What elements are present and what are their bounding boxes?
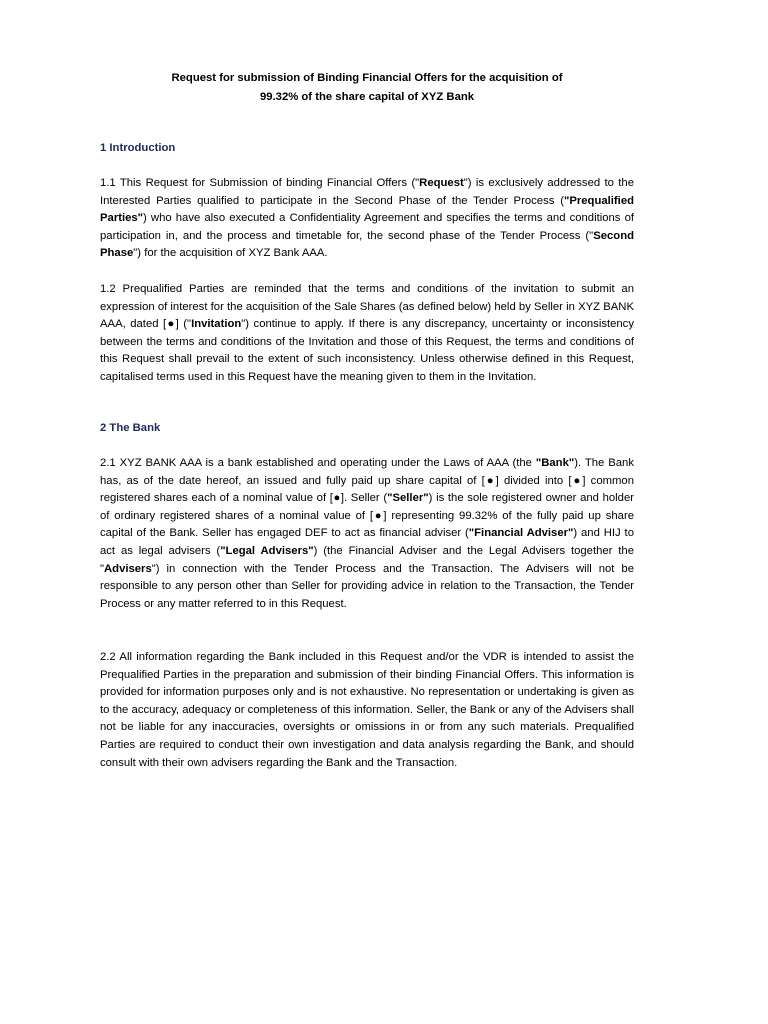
paragraph-2-2: 2.2 All information regarding the Bank included in this Request and/or the VDR is intended to assist the Prequalified Parties in the preparation and submission of their binding Financial Offers. This information is provided for information purposes only and is not exhaustive. No representation or undertaking is given as to the accuracy, adequacy or completeness of this information. Seller, the Bank or any of the Advisers shall not be liable for any inaccuracies, oversights or omissions in or from any such materials. Prequalified Parties are required to conduct their own investigation and data analysis regarding the Bank, and should consult with their own advisers regarding the Bank and the Transaction. bbox=[100, 651, 634, 769]
title-line-1: Request for submission of Binding Financial Offers for the acquisition of bbox=[171, 72, 563, 84]
document-title bbox=[100, 69, 634, 107]
section-heading-introduction: 1 Introduction bbox=[100, 142, 176, 154]
title-line-2: 99.32% of the share capital of XYZ Bank bbox=[259, 91, 475, 103]
paragraph-1-2: 1.2 Prequalified Parties are reminded that the terms and conditions of the invitation to submit an expression of interest for the acquisition of the Sale Shares (as defined below) held by Seller in XYZ BANK AAA, dated [●] ("Invitation") continue to apply. If there is any discrepancy, uncertainty or inconsistency between the terms and conditions of the Invitation and those of this Request, the terms and conditions of this Request shall prevail to the extent of such inconsistency. Unless otherwise defined in this Request, capitalised terms used in this Request have the meaning given to them in the Invitation. bbox=[100, 283, 634, 383]
paragraph-2-1: 2.1 XYZ BANK AAA is a bank established and operating under the Laws of AAA (the "Bank"). The Bank has, as of the date hereof, an issued and fully paid up share capital of [●] divided into [●] common registered shares each of a nominal value of [●]. Seller ("Seller") is the sole registered owner and holder of ordinary registered shares of a nominal value of [●] representing 99.32% of the fully paid up share capital of the Bank. Seller has engaged DEF to act as financial adviser ("Financial Adviser") and HIJ to act as legal advisers ("Legal Advisers") (the Financial Adviser and the Legal Advisers together the "Advisers") in connection with the Tender Process and the Transaction. The Advisers will not be responsible to any person other than Seller for providing advice in relation to the Transaction, the Tender Process or any matter referred to in this Request. bbox=[100, 457, 634, 610]
section-heading-the-bank: 2 The Bank bbox=[100, 422, 161, 434]
paragraph-1-1: 1.1 This Request for Submission of binding Financial Offers ("Request") is exclusively addressed to the Interested Parties qualified to participate in the Second Phase of the Tender Process ("Prequalified Parties") who have also executed a Confidentiality Agreement and specifies the terms and conditions of participation in, and the process and timetable for, the second phase of the Tender Process ("Second Phase") for the acquisition of XYZ Bank AAA. bbox=[100, 177, 635, 260]
